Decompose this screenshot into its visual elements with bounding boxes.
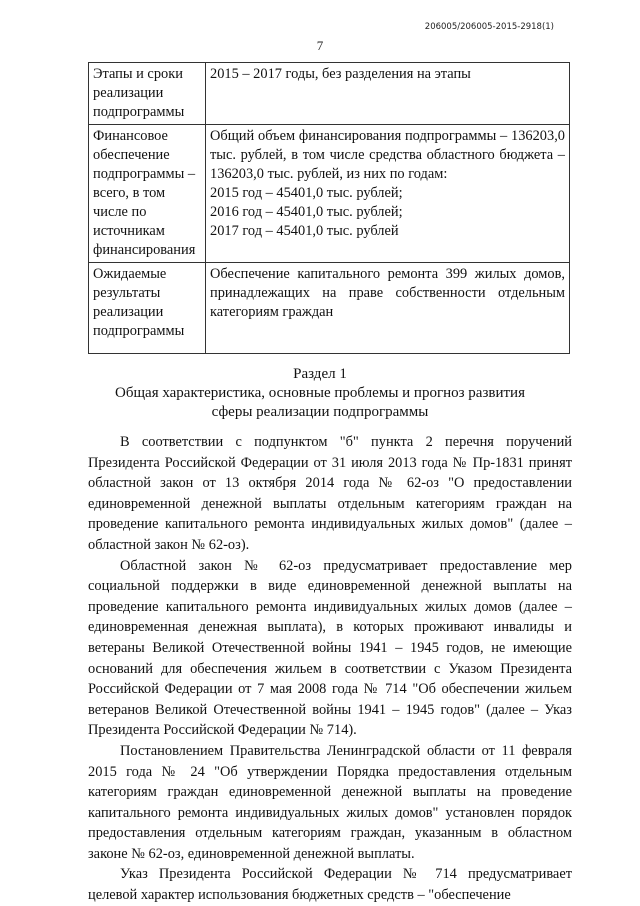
table-row [89,63,570,125]
funding-year-2016: 2016 год – 45401,0 тыс. рублей; [210,204,403,220]
funding-year-2017: 2017 год – 45401,0 тыс. рублей [210,223,399,239]
row-value [206,125,570,263]
page-number: 7 [316,38,324,53]
paragraph: Постановлением Правительства Ленинградской области от 11 февраля 2015 года № 24 "Об утверждении Порядка предоставления отдельным категориям граждан единовременной денежной выплаты на проведение капитального ремонта индивидуальных жилых домов" установлен порядок предоставления отдельным категориям граждан, указанным в областном законе № 62-оз, единовременной денежной выплаты. [88,742,572,862]
funding-year-2015: 2015 год – 45401,0 тыс. рублей; [210,185,403,201]
funding-total-text: Общий объем финансирования подпрограммы – 136203,0 тыс. рублей, в том числе средства областного бюджета – 136203,0 тыс. рублей, из них по годам: [210,128,565,182]
document-id: 206005/206005-2015-2918(1) [424,22,554,32]
paragraph: Указ Президента Российской Федерации № 714 предусматривает целевой характер использования бюджетных средств – "обеспечение [88,866,572,904]
paragraph: В соответствии с подпунктом "б" пункта 2 перечня поручений Президента Российской Федерации от 31 июля 2013 года № Пр-1831 принят областной закон от 13 октября 2014 года № 62-оз "О предоставлении единовременной денежной выплаты отдельным категориям граждан на проведение капитального ремонта индивидуальных жилых домов" (далее – областной закон № 62-оз). [88,434,572,553]
row-value: 2015 – 2017 годы, без разделения на этапы [206,63,570,125]
row-label: Этапы и сроки реализации подпрограммы [89,63,206,125]
section-title-line-2: сферы реализации подпрограммы [211,404,429,420]
section-title-line-1: Общая характеристика, основные проблемы и прогноз развития [115,385,525,401]
table-row [89,125,570,263]
section-body [88,432,572,906]
row-value: Обеспечение капитального ремонта 399 жилых домов, принадлежащих на праве собственности отдельным категориям граждан [206,263,570,354]
row-label: Финансовое обеспечение подпрограммы – всего, в том числе по источникам финансирования [89,125,206,263]
section-number: Раздел 1 [293,366,347,382]
subprogram-passport-table [88,62,570,354]
row-label: Ожидаемые результаты реализации подпрограммы [89,263,206,354]
table-row [89,263,570,354]
paragraph: Областной закон № 62-оз предусматривает предоставление мер социальной поддержки в виде единовременной денежной выплаты на проведение капитального ремонта индивидуальных жилых домов (далее – единовременная денежная выплата), в которых проживают инвалиды и ветераны Великой Отечественной войны 1941 – 1945 годов, не имеющие оснований для обеспечения жильем в соответствии с Указом Президента Российской Федерации от 7 мая 2008 года № 714 "Об обеспечении жильем ветеранов Великой Отечественной войны 1941 – 1945 годов" (далее – Указ Президента Российской Федерации № 714). [88,557,572,739]
